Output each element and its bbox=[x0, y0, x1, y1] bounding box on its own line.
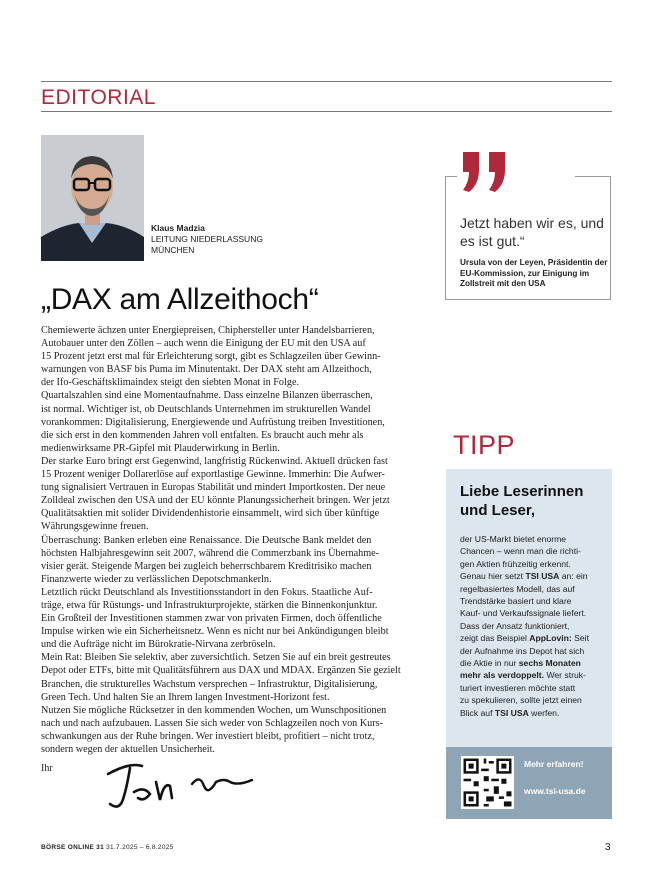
tipp-body-line bbox=[460, 607, 606, 619]
tipp-body-line bbox=[460, 657, 606, 669]
tipp-body-line bbox=[460, 533, 606, 545]
qr-code-graphic bbox=[461, 756, 514, 809]
signature-image bbox=[100, 752, 260, 812]
tipp-text: werfen. bbox=[528, 707, 560, 718]
tipp-body-line bbox=[460, 694, 606, 706]
body-line: medienwirksame PR-Gipfel mit Plauderwirkung in Berlin. bbox=[41, 442, 280, 454]
footer bbox=[41, 844, 174, 851]
tipp-bold-text: sechs Monaten bbox=[518, 658, 581, 669]
tipp-text: regelbasiertes Modell, das auf bbox=[460, 583, 575, 594]
tipp-text: Chancen – wenn man die richti- bbox=[460, 546, 581, 557]
body-line: visier gerät. Steigende Margen bei zugleich beherrschbarem Kreditrisiko machen bbox=[41, 560, 372, 572]
tipp-body-line bbox=[460, 545, 606, 557]
body-line: Branchen, die strukturelles Wachstum versprechen – Infrastruktur, Digitalisierung, bbox=[41, 678, 378, 690]
author-info bbox=[151, 223, 263, 256]
body-line: Nutzen Sie mögliche Rücksetzer in den kommenden Wochen, um Wunschpositionen bbox=[41, 704, 387, 716]
author-location: MÜNCHEN bbox=[151, 245, 195, 255]
tipp-bold-text: mehr als verdoppelt. bbox=[460, 670, 545, 681]
author-name: Klaus Madzia bbox=[151, 223, 205, 233]
body-line: Währungsgewinne freuen. bbox=[41, 521, 149, 533]
headline: „DAX am Allzeithoch“ bbox=[41, 283, 319, 316]
body-line: Letztlich rückt Deutschland als Investitionsstandort in den Fokus. Staatliche Auf- bbox=[41, 586, 373, 598]
footer-dates: 31.7.2025 – 6.8.2025 bbox=[106, 844, 174, 851]
tipp-text: die Aktie in nur bbox=[460, 658, 519, 669]
body-line: Depot oder ETFs, bitte mit Qualitätsführern aus DAX und MDAX. Ergänzen Sie gezielt bbox=[41, 665, 401, 677]
section-title: EDITORIAL bbox=[41, 86, 156, 109]
body-line: Green Tech. Und halten Sie an Ihrem langen Investment-Horizont fest. bbox=[41, 691, 330, 703]
author-role: LEITUNG NIEDERLASSUNG bbox=[151, 234, 263, 244]
body-line: tung signalisiert Vertrauen in Europas Stabilität und mindert Importkosten. Der neue bbox=[41, 482, 386, 494]
quote-mark-icon bbox=[457, 150, 519, 194]
tipp-heading-line2: und Leser, bbox=[460, 502, 536, 519]
tipp-text: turiert investieren möchte statt bbox=[460, 682, 576, 693]
body-line: ist normal. Wichtiger ist, ob Deutschlands Unternehmen im strukturellen Wandel bbox=[41, 403, 371, 415]
tipp-text: Blick auf bbox=[460, 707, 495, 718]
tipp-text: Seit bbox=[571, 633, 589, 644]
body-line: Mein Rat: Bleiben Sie selektiv, aber zuversichtlich. Setzen Sie auf ein breit gestreutes bbox=[41, 652, 391, 664]
tipp-bold-text: AppLovin: bbox=[529, 633, 572, 644]
body-line: 15 Prozent weniger Dollarerlöse auf exportlastige Gewinne. Immerhin: Die Aufwer- bbox=[41, 469, 385, 481]
body-line: Quartalszahlen sind eine Momentaufnahme. Dass einzelne Bilanzen überraschen, bbox=[41, 390, 373, 402]
cta-url-link[interactable]: www.tsi-usa.de bbox=[524, 786, 586, 796]
tipp-bold-text: TSI USA bbox=[525, 571, 560, 582]
body-line: Ein Großteil der Investitionen stammen zwar von privaten Firmen, doch öffentliche bbox=[41, 613, 382, 625]
page-number: 3 bbox=[605, 842, 611, 853]
body-line: Autobauer unter den Zöllen – auch wenn die Einigung der EU mit den USA auf bbox=[41, 338, 366, 350]
tipp-text: der Aufnahme ins Depot hat sich bbox=[460, 645, 585, 656]
body-line: und die Aufträge nicht im Bürokratie-Nirvana zerbröseln. bbox=[41, 639, 276, 651]
tipp-bold-text: TSI USA bbox=[494, 707, 529, 718]
tipp-title: TIPP bbox=[453, 430, 516, 460]
tipp-body-line bbox=[460, 645, 606, 657]
quote-text: Jetzt haben wir es, und es ist gut.“ bbox=[460, 215, 604, 249]
body-line: Überraschung: Banken erleben eine Renaissance. Die Deutsche Bank meldet den bbox=[41, 534, 372, 546]
body-line: warnungen von BASF bis Puma im Minutentakt. Der DAX steht am Allzeithoch, bbox=[41, 364, 372, 376]
section-rule bbox=[41, 111, 612, 112]
body-line: Qualitätsaktien mit solider Dividendenhistorie einsammelt, wird sich über künftige bbox=[41, 508, 380, 520]
tipp-body-line bbox=[460, 595, 606, 607]
tipp-text: der US-Markt bietet enorme bbox=[460, 534, 567, 544]
body-line: nach und nach aufzubauen. Lassen Sie sich weder von Schlagzeilen noch von Kurs- bbox=[41, 717, 384, 729]
body-line: träge, etwa für Rüstungs- und Infrastrukturprojekte, stärken die Binnenkonjunktur. bbox=[41, 599, 378, 611]
tipp-body-line bbox=[460, 583, 606, 595]
quote-source: Ursula von der Leyen, Präsidentin der EU-Kommission, zur Einigung im Zollstreit mit den USA bbox=[460, 258, 608, 288]
cta-more-link[interactable]: Mehr erfahren! bbox=[524, 759, 584, 769]
tipp-body bbox=[460, 533, 606, 719]
body-line: vorankommen: Digitalisierung, Energiewende und Aufrüstung treiben Investitionen, bbox=[41, 416, 385, 428]
tipp-body-line bbox=[460, 632, 606, 644]
tipp-text: zu spekulieren, sollte jetzt einen bbox=[460, 695, 582, 706]
body-line: schwankungen aus der Ruhe bringen. Wer investiert bleibt, profitiert – nicht trotz, bbox=[41, 730, 375, 742]
body-line: Finanzwerte wieder zu verlässlichen Depotschmankerln. bbox=[41, 573, 272, 585]
tipp-text: zeigt das Beispiel bbox=[460, 633, 530, 644]
author-portrait-illustration bbox=[41, 135, 144, 261]
tipp-body-line bbox=[460, 707, 606, 719]
tipp-text: Kauf- und Verkaufssignale liefert. bbox=[460, 608, 587, 619]
tipp-text: Genau hier setzt bbox=[460, 571, 526, 582]
body-line: sondern wegen der aktuellen Unsicherheit. bbox=[41, 744, 215, 755]
body-line: Der starke Euro bringt erst Gegenwind, langfristig Rückenwind. Aktuell drücken fast bbox=[41, 455, 388, 467]
author-photo bbox=[41, 135, 144, 261]
tipp-body-line bbox=[460, 669, 606, 681]
qr-code-icon[interactable] bbox=[461, 756, 514, 809]
tipp-text: gen Aktien frühzeitig erkennt. bbox=[460, 558, 571, 569]
editorial-body bbox=[41, 324, 413, 756]
tipp-body-line bbox=[460, 620, 606, 632]
body-line: 15 Prozent jetzt erst mal für Erleichterung sorgt, gibt es Schlagzeilen über Gewinn- bbox=[41, 351, 381, 363]
tipp-body-line bbox=[460, 570, 606, 582]
tipp-text: Wer struk- bbox=[544, 670, 586, 681]
tipp-heading bbox=[460, 482, 583, 520]
body-line: Zolldeal zwischen den USA und der EU könnte Planungssicherheit bringen. Wer jetzt bbox=[41, 495, 390, 507]
tipp-heading-line1: Liebe Leserinnen bbox=[460, 483, 584, 500]
closing-word: Ihr bbox=[41, 763, 53, 774]
body-line: Chemiewerte ächzen unter Energiepreisen, Chiphersteller unter Handelsbarrieren, bbox=[41, 325, 375, 336]
tipp-text: Dass der Ansatz funktioniert, bbox=[460, 620, 570, 631]
top-rule bbox=[41, 81, 612, 82]
tipp-text: an: ein bbox=[559, 571, 588, 582]
body-line: der Ifo-Geschäftsklimaindex steigt den siebten Monat in Folge. bbox=[41, 377, 300, 389]
footer-brand: BÖRSE ONLINE 31 bbox=[41, 844, 105, 851]
tipp-body-line bbox=[460, 682, 606, 694]
body-line: die sich erst in den kommenden Jahren voll entfalten. Es braucht auch mehr als bbox=[41, 429, 364, 441]
body-line: Impulse wirken wie ein Sicherheitsnetz. Wenn es nicht nur bei Ankündigungen bleibt bbox=[41, 626, 389, 638]
body-line: höchsten Halbjahresgewinn seit 2007, während die Commerzbank ins Übernahme- bbox=[41, 547, 380, 559]
tipp-text: Trendstärke basiert und klare bbox=[460, 596, 572, 607]
tipp-body-line bbox=[460, 558, 606, 570]
